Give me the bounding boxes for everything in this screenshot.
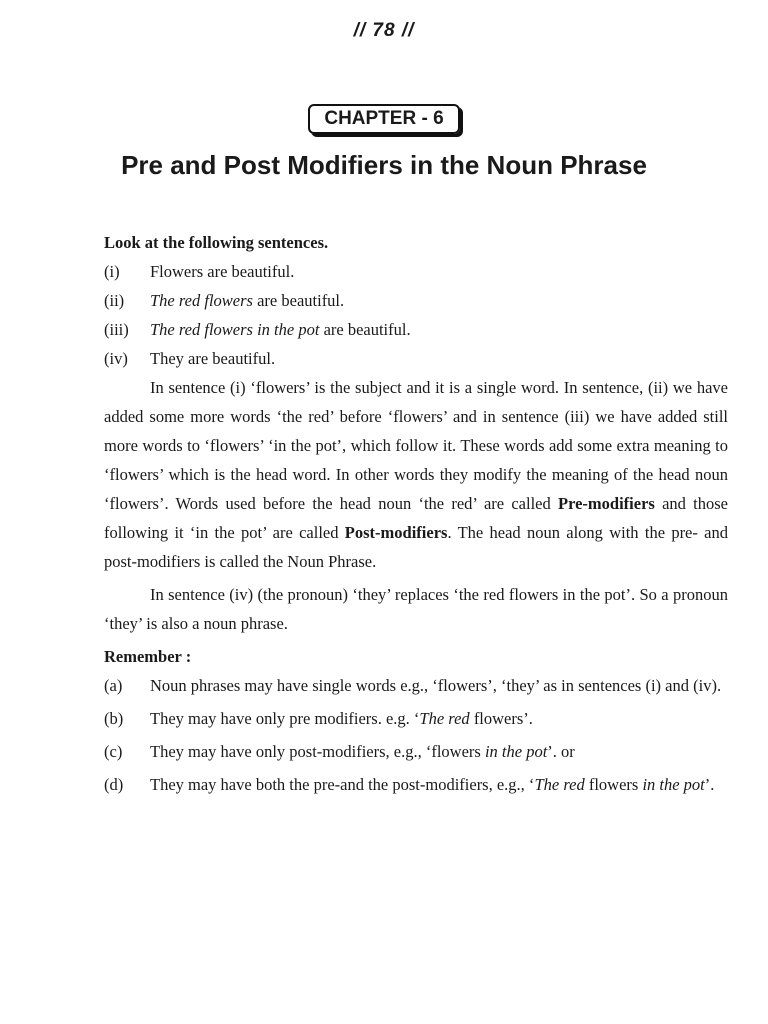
remember-marker: (a) — [104, 676, 123, 695]
sentence-rest: They are beautiful. — [150, 349, 276, 368]
term-post-modifiers: Post-modifiers — [344, 523, 448, 542]
main-content — [104, 228, 728, 799]
sentence-marker: (ii) — [104, 291, 125, 310]
sentence-marker: (iii) — [104, 320, 129, 339]
sentence-marker: (iv) — [104, 349, 128, 368]
remember-item — [104, 704, 728, 733]
remember-text: They may have only post-modifiers, e.g., ‘flowers in the pot’. or — [150, 742, 575, 761]
look-heading: Look at the following sentences. — [104, 233, 329, 252]
chapter-heading — [0, 104, 768, 134]
sentence-item — [104, 257, 728, 286]
explanation-paragraph: In sentence (i) ‘flowers’ is the subject and it is a single word. In sentence, (ii) we have added some more words ‘the red’ before ‘flowers’ and in sentence (iii) we have added still more words to ‘flowers’ ‘in the pot’, which follow it. These words add some extra meaning to ‘flowers’ which is the head word. In other words they modify the meaning of the head noun ‘flowers’. Words used before the head noun ‘the red’ are called Pre-modifiers and those following it ‘in the pot’ are called Post-modifiers. The head noun along with the pre- and post-modifiers is called the Noun Phrase. — [104, 378, 728, 571]
sentence-italic: The red flowers in the pot — [150, 320, 320, 339]
remember-marker: (c) — [104, 742, 123, 761]
remember-item — [104, 671, 728, 700]
remember-item — [104, 737, 728, 766]
chapter-label: CHAPTER - 6 — [308, 104, 459, 134]
remember-item — [104, 770, 728, 799]
pronoun-paragraph: In sentence (iv) (the pronoun) ‘they’ replaces ‘the red flowers in the pot’. So a pronoun ‘they’ is also a noun phrase. — [104, 585, 728, 633]
term-pre-modifiers: Pre-modifiers — [558, 494, 655, 513]
sentence-item — [104, 344, 728, 373]
sentence-item — [104, 315, 728, 344]
remember-text: Noun phrases may have single words e.g., ‘flowers’, ‘they’ as in sentences (i) and (iv). — [150, 676, 722, 695]
sentence-text — [150, 257, 728, 286]
sentence-marker: (i) — [104, 262, 120, 281]
remember-heading: Remember : — [104, 647, 192, 666]
page-number: // 78 // — [353, 20, 415, 41]
page-title: Pre and Post Modifiers in the Noun Phrase — [121, 150, 647, 180]
sentence-rest: are beautiful. — [319, 320, 411, 339]
sentence-text — [150, 344, 728, 373]
remember-marker: (d) — [104, 775, 124, 794]
sentence-rest: Flowers are beautiful. — [150, 262, 295, 281]
sentence-text — [150, 286, 728, 315]
sentence-text — [150, 315, 728, 344]
remember-text: They may have both the pre-and the post-modifiers, e.g., ‘The red flowers in the pot’. — [150, 775, 715, 794]
remember-marker: (b) — [104, 709, 124, 728]
remember-text: They may have only pre modifiers. e.g. ‘The red flowers’. — [150, 709, 533, 728]
sentence-rest: are beautiful. — [252, 291, 345, 310]
sentence-item — [104, 286, 728, 315]
sentence-italic: The red flowers — [150, 291, 253, 310]
